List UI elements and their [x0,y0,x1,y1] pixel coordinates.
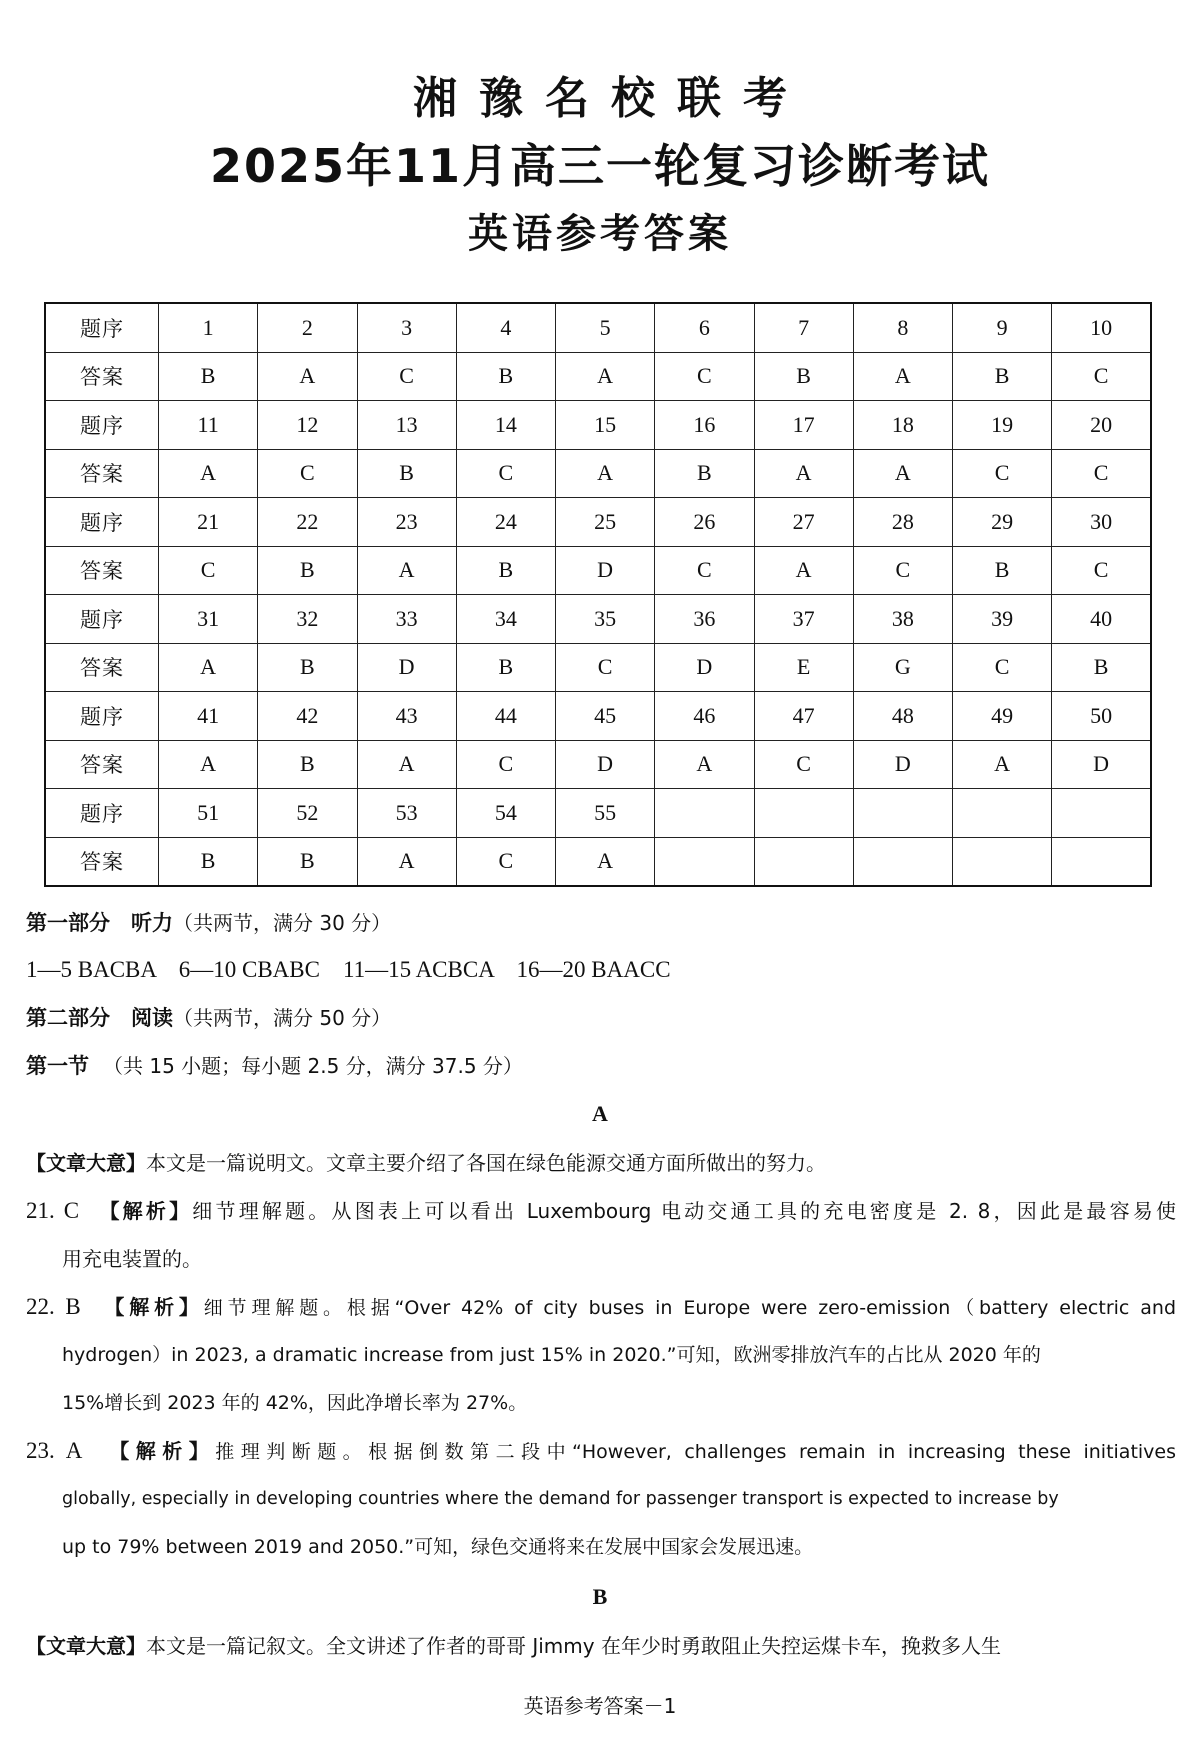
question-number-cell [655,789,754,838]
question-number-cell: 13 [357,401,456,450]
answer-row [45,643,1151,692]
answer-cell: A [159,740,258,789]
question-number-cell: 9 [953,303,1052,352]
question-row-label: 题序 [45,401,159,450]
q21-tag: 【解析】 [99,1199,193,1223]
answer-cell: B [258,643,357,692]
answer-cell: A [655,740,754,789]
exam-name-title: 2025年11月高三一轮复习诊断考试 [209,139,991,193]
summary-text-b: 本文是一篇记叙文。全文讲述了作者的哥哥 Jimmy 在年少时勇敢阻止失控运煤卡车，挽救多人生 [146,1634,1001,1658]
q23-text-2: globally, especially in developing countries where the demand for passenger transport is expected to increase by [62,1489,1059,1509]
question-row [45,401,1151,450]
question-number-cell: 47 [754,692,853,741]
q22-tag: 【解析】 [104,1295,204,1319]
question-number-cell [853,789,952,838]
q22-number: 22. B [26,1294,81,1319]
question-number-cell: 53 [357,789,456,838]
question-number-cell: 10 [1052,303,1151,352]
answer-cell: C [159,546,258,595]
question-number-cell: 37 [754,595,853,644]
q22-line1 [26,1292,1176,1323]
answer-cell: B [1052,643,1151,692]
question-number-cell: 41 [159,692,258,741]
answer-cell: D [556,546,655,595]
question-row [45,789,1151,838]
answer-cell: C [357,352,456,401]
answer-cell: B [258,837,357,886]
question-row [45,692,1151,741]
answer-cell: C [655,352,754,401]
answer-cell: B [456,352,555,401]
section1-note: （共 15 小题；每小题 2.5 分，满分 37.5 分） [103,1054,523,1078]
part1-answers: 1—5 BACBA 6—10 CBABC 11—15 ACBCA 16—20 BAACC [26,957,671,982]
question-number-cell: 5 [556,303,655,352]
passage-a-summary [26,1148,1176,1179]
question-number-cell: 12 [258,401,357,450]
question-number-cell: 39 [953,595,1052,644]
answer-cell: B [159,352,258,401]
question-number-cell: 28 [853,498,952,547]
section1-heading-line [26,1051,1176,1082]
answer-cell: B [159,837,258,886]
answer-cell: B [456,643,555,692]
answer-cell: C [1052,352,1151,401]
summary-tag-b: 【文章大意】 [26,1634,146,1658]
question-number-cell: 32 [258,595,357,644]
question-number-cell: 16 [655,401,754,450]
question-number-cell: 27 [754,498,853,547]
question-row-label: 题序 [45,789,159,838]
question-number-cell: 30 [1052,498,1151,547]
question-number-cell: 52 [258,789,357,838]
answer-cell: C [456,449,555,498]
question-number-cell: 21 [159,498,258,547]
answer-cell: C [456,837,555,886]
answer-row-label: 答案 [45,837,159,886]
answer-cell: A [556,352,655,401]
answer-cell: C [655,546,754,595]
answer-cell: C [1052,546,1151,595]
passage-b-letter: B [592,1584,608,1609]
question-number-cell: 36 [655,595,754,644]
question-number-cell: 35 [556,595,655,644]
answer-cell: D [655,643,754,692]
answer-cell: D [853,740,952,789]
question-number-cell [754,789,853,838]
page-footer: 英语参考答案－1 [523,1694,677,1718]
answer-row-label: 答案 [45,643,159,692]
answer-cell: C [1052,449,1151,498]
part1-heading: 第一部分 听力 [26,911,173,935]
question-number-cell [1052,789,1151,838]
question-number-cell: 7 [754,303,853,352]
q22-text-3: 15%增长到 2023 年的 42%，因此净增长率为 27%。 [62,1392,528,1414]
question-number-cell [953,789,1052,838]
answer-row-label: 答案 [45,352,159,401]
answer-cell: A [953,740,1052,789]
q23-line1 [26,1436,1176,1467]
answer-row-label: 答案 [45,740,159,789]
q21-line1 [26,1196,1176,1227]
question-row-label: 题序 [45,692,159,741]
passage-a-letter: A [592,1101,608,1126]
answer-cell: G [853,643,952,692]
answer-cell: B [258,546,357,595]
section1-heading: 第一节 [26,1054,89,1078]
question-number-cell: 15 [556,401,655,450]
answer-cell: B [953,352,1052,401]
question-number-cell: 43 [357,692,456,741]
answer-row [45,837,1151,886]
answer-cell: C [953,449,1052,498]
answer-cell [655,837,754,886]
answer-row-label: 答案 [45,546,159,595]
answer-cell: B [357,449,456,498]
answer-cell [953,837,1052,886]
answer-cell: A [159,643,258,692]
answer-cell: C [953,643,1052,692]
question-number-cell: 23 [357,498,456,547]
q21-text-2: 用充电装置的。 [62,1247,202,1271]
question-number-cell: 17 [754,401,853,450]
question-number-cell: 45 [556,692,655,741]
q22-text-1: 细节理解题。根据“Over 42% of city buses in Europe were zero-emission（battery electric and [203,1297,1176,1319]
answer-cell: A [357,740,456,789]
summary-text: 本文是一篇说明文。文章主要介绍了各国在绿色能源交通方面所做出的努力。 [146,1151,826,1175]
answer-cell: C [754,740,853,789]
answer-cell: D [556,740,655,789]
q21-number: 21. C [26,1198,80,1223]
question-number-cell: 14 [456,401,555,450]
part1-heading-line [26,908,1176,939]
answer-cell: B [655,449,754,498]
answer-row [45,352,1151,401]
question-row [45,303,1151,352]
answer-cell: B [258,740,357,789]
exam-org-title: 湘豫名校联考 [413,73,809,124]
part2-heading-line [26,1003,1176,1034]
answer-cell: B [754,352,853,401]
question-number-cell: 33 [357,595,456,644]
part2-note: （共两节，满分 50 分） [173,1006,392,1030]
question-number-cell: 1 [159,303,258,352]
answer-cell: C [258,449,357,498]
question-number-cell: 38 [853,595,952,644]
question-number-cell: 11 [159,401,258,450]
question-row [45,595,1151,644]
answer-cell: A [754,546,853,595]
question-row-label: 题序 [45,498,159,547]
question-row [45,498,1151,547]
q23-tag: 【解析】 [109,1439,216,1463]
answer-cell: C [456,740,555,789]
question-number-cell: 42 [258,692,357,741]
question-number-cell: 54 [456,789,555,838]
document-title: 英语参考答案 [468,211,732,257]
question-number-cell: 31 [159,595,258,644]
answer-cell: D [1052,740,1151,789]
answer-cell: B [953,546,1052,595]
question-number-cell: 34 [456,595,555,644]
question-number-cell: 46 [655,692,754,741]
question-number-cell: 2 [258,303,357,352]
question-number-cell: 20 [1052,401,1151,450]
answer-cell: A [556,449,655,498]
question-number-cell: 3 [357,303,456,352]
answer-cell [754,837,853,886]
question-row-label: 题序 [45,595,159,644]
question-number-cell: 55 [556,789,655,838]
answer-row [45,546,1151,595]
answer-row [45,449,1151,498]
question-number-cell: 51 [159,789,258,838]
question-number-cell: 6 [655,303,754,352]
question-number-cell: 18 [853,401,952,450]
question-number-cell: 49 [953,692,1052,741]
question-number-cell: 48 [853,692,952,741]
answer-cell: C [853,546,952,595]
answer-cell: E [754,643,853,692]
answer-cell: A [853,352,952,401]
q23-number: 23. A [26,1438,83,1463]
answer-cell [853,837,952,886]
answer-cell: A [754,449,853,498]
q22-text-2: hydrogen）in 2023, a dramatic increase from just 15% in 2020.”可知，欧洲零排放汽车的占比从 2020 年的 [62,1344,1041,1366]
answer-cell: D [357,643,456,692]
part2-heading: 第二部分 阅读 [26,1006,173,1030]
question-number-cell: 44 [456,692,555,741]
answer-row [45,740,1151,789]
question-number-cell: 40 [1052,595,1151,644]
answer-cell: A [159,449,258,498]
answer-row-label: 答案 [45,449,159,498]
q23-text-1: 推理判断题。根据倒数第二段中“However, challenges remain in increasing these initiatives [215,1441,1177,1463]
q23-text-3: up to 79% between 2019 and 2050.”可知，绿色交通将来在发展中国家会发展迅速。 [62,1536,814,1558]
answer-cell: A [357,546,456,595]
question-row-label: 题序 [45,303,159,352]
question-number-cell: 19 [953,401,1052,450]
answer-cell: B [456,546,555,595]
part1-note: （共两节，满分 30 分） [173,911,392,935]
answer-cell: A [357,837,456,886]
question-number-cell: 8 [853,303,952,352]
q21-text-1: 细节理解题。从图表上可以看出 Luxembourg 电动交通工具的充电密度是 2. 8，因此是最容易使 [192,1199,1176,1223]
question-number-cell: 25 [556,498,655,547]
answer-cell: C [556,643,655,692]
summary-tag: 【文章大意】 [26,1151,146,1175]
question-number-cell: 24 [456,498,555,547]
answer-cell [1052,837,1151,886]
question-number-cell: 4 [456,303,555,352]
answer-cell: A [556,837,655,886]
question-number-cell: 29 [953,498,1052,547]
question-number-cell: 26 [655,498,754,547]
answer-table [44,302,1152,887]
question-number-cell: 22 [258,498,357,547]
question-number-cell: 50 [1052,692,1151,741]
answer-cell: A [258,352,357,401]
passage-b-summary [26,1631,1176,1662]
answer-cell: A [853,449,952,498]
